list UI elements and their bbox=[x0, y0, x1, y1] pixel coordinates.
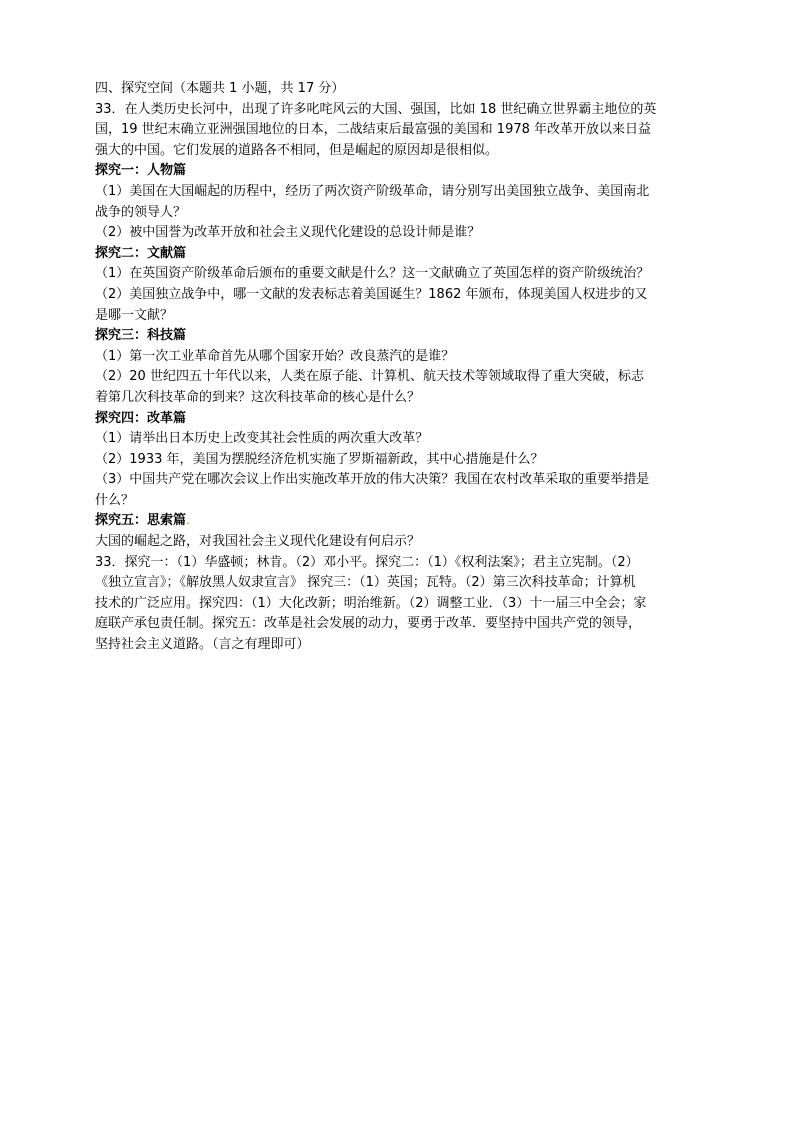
part-4 bbox=[95, 409, 700, 512]
answer-block bbox=[95, 553, 700, 656]
answer-line: 技术的广泛应用。探究四：（1）大化改新；明治维新。（2）调整工业．（3）十一届三中全会；家 bbox=[95, 595, 647, 611]
question-line: （1）请举出日本历史上改变其社会性质的两次重大改革？ bbox=[95, 431, 429, 447]
part-5 bbox=[95, 511, 700, 552]
part-3 bbox=[95, 326, 700, 408]
question-line: （2）20 世纪四五十年代以来，人类在原子能、计算机、航天技术等领域取得了重大突破，标志 bbox=[95, 369, 644, 385]
intro-line: 强大的中国。它们发展的道路各不相同，但是崛起的原因却是很相似。 bbox=[95, 142, 499, 158]
intro-line: 国，19 世纪末确立亚洲强国地位的日本，二战结束后最富强的美国和 1978 年改革开放以来日益 bbox=[95, 122, 652, 138]
question-line: 着第几次科技革命的到来？这次科技革命的核心是什么？ bbox=[95, 389, 421, 405]
answer-line: 33．探究一：（1）华盛顿；林肯。（2）邓小平。探究二：（1）《权利法案》；君主立宪制。（2） bbox=[95, 554, 639, 570]
question-line: （1）第一次工业革命首先从哪个国家开始？改良蒸汽的是谁？ bbox=[95, 348, 455, 364]
question-line: （3）中国共产党在哪次会议上作出实施改革开放的伟大决策？我国在农村改革采取的重要举措是 bbox=[95, 472, 650, 488]
heading-mark: . bbox=[186, 513, 191, 529]
intro-line: 33．在人类历史长河中，出现了许多叱咤风云的大国、强国，比如 18 世纪确立世界霸主地位的英 bbox=[95, 101, 657, 117]
answer-line: 坚持社会主义道路。（言之有理即可） bbox=[95, 637, 310, 653]
part-2 bbox=[95, 244, 700, 326]
answer-line: 庭联产承包责任制。探究五：改革是社会发展的动力，要勇于改革．要坚持中国共产党的领导， bbox=[95, 616, 642, 632]
question-line: （2）被中国誉为改革开放和社会主义现代化建设的总设计师是谁？ bbox=[95, 225, 481, 241]
part-heading: 探究一：人物篇 bbox=[95, 163, 187, 179]
part-heading-row bbox=[95, 511, 700, 532]
part-heading: 探究三：科技篇 bbox=[95, 328, 187, 344]
part-heading: 探究四：改革篇 bbox=[95, 410, 187, 426]
question-line: 战争的领导人？ bbox=[95, 204, 187, 220]
question-line: （1）美国在大国崛起的历程中，经历了两次资产阶级革命，请分别写出美国独立战争、美国南北 bbox=[95, 183, 650, 199]
question-line: （2）1933 年，美国为摆脱经济危机实施了罗斯福新政，其中心措施是什么？ bbox=[95, 451, 544, 467]
question-intro bbox=[95, 100, 700, 162]
section-title: 四、探究空间（本题共 1 小题，共 17 分） bbox=[95, 81, 345, 96]
question-line: （2）美国独立战争中，哪一文献的发表标志着美国诞生？1862 年颁布，体现美国人权进步的又 bbox=[95, 286, 648, 302]
part-heading: 探究二：文献篇 bbox=[95, 245, 187, 261]
question-line: 是哪一文献？ bbox=[95, 307, 174, 323]
part-heading: 探究五：思索篇 bbox=[95, 513, 187, 529]
question-line: （1）在英国资产阶级革命后颁布的重要文献是什么？这一文献确立了英国怎样的资产阶级统治？ bbox=[95, 266, 650, 282]
document-page bbox=[95, 79, 700, 656]
answer-line: 《独立宣言》；《解放黑人奴隶宣言》 探究三：（1）英国；瓦特。（2）第三次科技革命；计算机 bbox=[95, 575, 636, 591]
question-line: 什么？ bbox=[95, 492, 135, 508]
question-line: 大国的崛起之路，对我国社会主义现代化建设有何启示？ bbox=[95, 534, 421, 550]
part-1 bbox=[95, 161, 700, 243]
